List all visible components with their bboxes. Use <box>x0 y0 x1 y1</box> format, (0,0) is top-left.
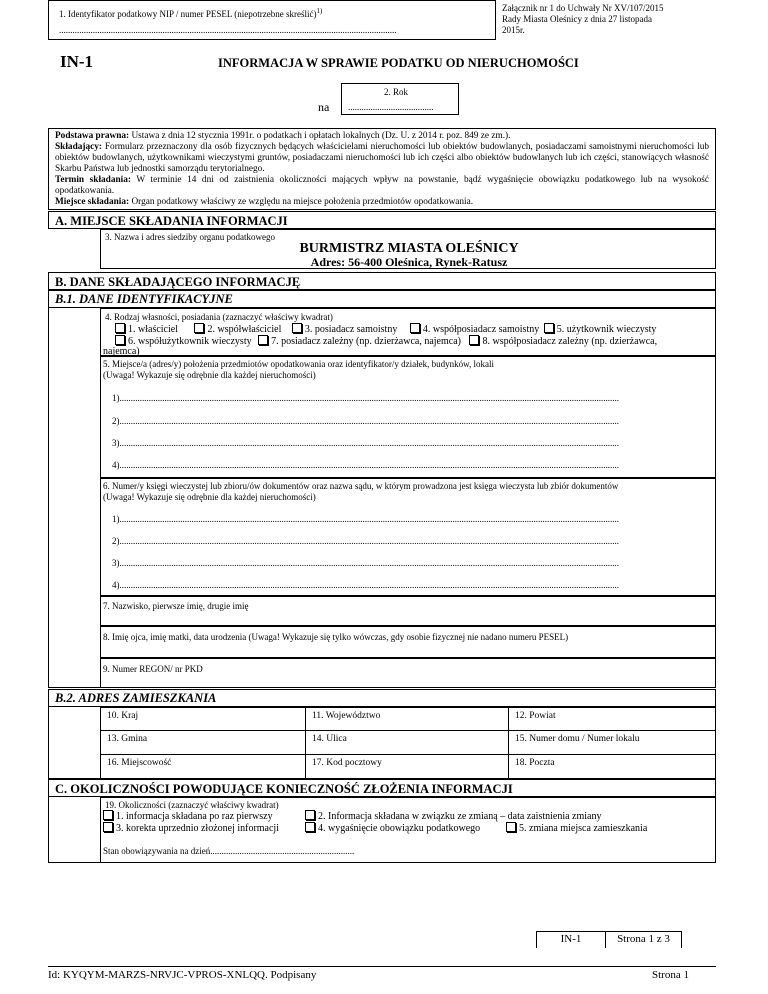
year-label: 2. Rok <box>384 87 409 97</box>
field-15-house-number[interactable]: 15. Numer domu / Numer lokalu <box>508 730 716 755</box>
checkbox-icon[interactable] <box>194 323 204 333</box>
section-c-heading: C. OKOLICZNOŚCI POWODUJĄCE KONIECZNOŚĆ ZŁOŻENIA INFORMACJI <box>48 779 716 797</box>
ownership-option-5[interactable]: 5. użytkownik wieczysty <box>544 324 657 335</box>
field-6-line-4[interactable]: 4).............................................................................................................................................................................................................................. <box>112 580 619 590</box>
checkbox-icon[interactable] <box>506 822 516 832</box>
field-19-label: 19. Okoliczności (zaznaczyć właściwy kwadrat) <box>105 800 279 810</box>
field-18-post-office[interactable]: 18. Poczta <box>508 754 716 779</box>
field-7[interactable] <box>100 596 716 626</box>
checkbox-icon[interactable] <box>305 810 315 820</box>
field-4 <box>100 308 716 356</box>
field-5-note: (Uwaga! Wykazuje się odrębnie dla każdej nieruchomości) <box>103 370 316 380</box>
field-5-line-1[interactable]: 1).............................................................................................................................................................................................................................. <box>112 393 619 403</box>
field-6-line-1[interactable]: 1).............................................................................................................................................................................................................................. <box>112 514 619 524</box>
field-8[interactable] <box>100 626 716 658</box>
field-4-label: 4. Rodzaj własności, posiadania (zaznaczyć właściwy kwadrat) <box>105 312 333 322</box>
field-3-label: 3. Nazwa i adres siedziby organu podatkowego <box>105 232 276 242</box>
checkbox-icon[interactable] <box>258 335 268 345</box>
ownership-wrap-text: najemca) <box>103 346 140 357</box>
ownership-option-2[interactable]: 2. współwłaściciel <box>194 324 281 335</box>
nip-pesel-dots: ...................................................................................................................................................... <box>59 25 397 35</box>
checkbox-icon[interactable] <box>103 810 113 820</box>
field-6-label: 6. Numer/y księgi wieczystej lub zbioru/ów dokumentów oraz nazwa sądu, w którym prowadzona jest księga wieczysta lub zbiór dokumentów <box>103 481 619 491</box>
year-dots: ...................................... <box>348 102 434 112</box>
field-5-line-3[interactable]: 3).............................................................................................................................................................................................................................. <box>112 438 619 448</box>
nip-pesel-label: 1. Identyfikator podatkowy NIP / numer PESEL (niepotrzebne skreślić)$^{1)}$ <box>59 7 323 19</box>
footer-form-code: IN-1 <box>536 931 606 948</box>
ownership-option-7[interactable]: 7. posiadacz zależny (np. dzierżawca, najemca) <box>258 336 461 347</box>
field-12-district[interactable]: 12. Powiat <box>508 707 716 731</box>
circumstance-option-2[interactable]: 2. Informacja składana w związku ze zmianą – data zaistnienia zmiany <box>305 810 601 823</box>
circumstance-option-3[interactable]: 3. korekta uprzednio złożonej informacji <box>103 822 279 835</box>
year-na: na <box>318 100 330 114</box>
field-16-city[interactable]: 16. Miejscowość <box>100 754 306 779</box>
circumstance-option-4[interactable]: 4. wygaśnięcie obowiązku podatkowego <box>305 822 480 835</box>
field-13-municipality[interactable]: 13. Gmina <box>100 730 306 755</box>
form-code: IN-1 <box>60 52 94 71</box>
field-14-street[interactable]: 14. Ulica <box>305 730 509 755</box>
field-7-label: 7. Nazwisko, pierwsze imię, drugie imię <box>103 601 249 611</box>
year-field[interactable] <box>341 83 459 115</box>
field-6-line-2[interactable]: 2).............................................................................................................................................................................................................................. <box>112 536 619 546</box>
section-a-heading: A. MIEJSCE SKŁADANIA INFORMACJI <box>48 211 716 229</box>
circumstance-option-5[interactable]: 5. zmiana miejsca zamieszkania <box>506 822 647 835</box>
field-10-country[interactable]: 10. Kraj <box>100 707 306 731</box>
section-b-heading: B. DANE SKŁADAJĄCEGO INFORMACJĘ <box>48 272 716 290</box>
nip-pesel-field[interactable] <box>48 0 496 40</box>
ownership-option-6[interactable]: 6. współużytkownik wieczysty <box>115 336 252 347</box>
field-17-postal-code[interactable]: 17. Kod pocztowy <box>305 754 509 779</box>
checkbox-icon[interactable] <box>292 323 302 333</box>
field-11-voivodeship[interactable]: 11. Województwo <box>305 707 509 731</box>
annex-note: Załącznik nr 1 do Uchwały Nr XV/107/2015 Rady Miasta Oleśnicy z dnia 27 listopada 2015r. <box>502 3 664 35</box>
page-title: INFORMACJA W SPRAWIE PODATKU OD NIERUCHOMOŚCI <box>218 56 579 70</box>
checkbox-icon[interactable] <box>115 335 125 345</box>
section-b1-heading: B.1. DANE IDENTYFIKACYJNE <box>48 290 716 308</box>
checkbox-icon[interactable] <box>305 822 315 832</box>
status-date-field[interactable]: Stan obowiązywania na dzień................................................................ <box>103 846 355 856</box>
footer-page-of: Strona 1 z 3 <box>605 931 682 948</box>
field-9[interactable] <box>100 658 716 688</box>
field-6-line-3[interactable]: 3).............................................................................................................................................................................................................................. <box>112 558 619 568</box>
field-5-label: 5. Miejsce/a (adres/y) położenia przedmiotów opodatkowania oraz identyfikator/y działek, budynków, lokali <box>103 359 495 369</box>
ownership-option-8[interactable]: 8. współposiadacz zależny (np. dzierżawca, <box>469 336 657 347</box>
tax-authority: BURMISTRZ MIASTA OLEŚNICY <box>299 241 519 256</box>
footer-rule <box>48 966 716 967</box>
checkbox-icon[interactable] <box>544 323 554 333</box>
checkbox-icon[interactable] <box>469 335 479 345</box>
field-19 <box>100 797 716 863</box>
section-b2-heading: B.2. ADRES ZAMIESZKANIA <box>48 689 716 707</box>
authority-address: Adres: 56-400 Oleśnica, Rynek-Ratusz <box>310 255 508 269</box>
field-5-line-4[interactable]: 4).............................................................................................................................................................................................................................. <box>112 460 619 470</box>
checkbox-icon[interactable] <box>103 822 113 832</box>
field-3 <box>100 229 716 269</box>
legal-info: Podstawa prawna: Ustawa z dnia 12 stycznia 1991r. o podatkach i opłatach lokalnych (Dz. U. z 2014 r. poz. 849 ze zm.). Składający: Formularz przeznaczony dla osób fizycznych będących właścicielami nieruchomości lub obiektów budowlanych, posiadaczami samoistnymi nieruchomości lub obiektów budowlanych, użytkownikami wieczystymi gruntów, posiadaczami nieruchomości lub ich części albo obiektów budowlanych lub ich części, stanowiących własność Skarbu Państwa lub jednostki samorządu terytorialnego. Termin składania: W terminie 14 dni od zaistnienia okoliczności mających wpływ na powstanie, bądź wygaśnięcie obowiązku podatkowego lub na wysokość opodatkowania. Miejsce składania: Organ podatkowy właściwy ze względu na miejsce położenia przedmiotów opodatkowania. <box>48 128 716 210</box>
ownership-option-1[interactable]: 1. właściciel <box>115 324 178 335</box>
page-number: Strona 1 <box>652 969 689 981</box>
field-9-label: 9. Numer REGON/ nr PKD <box>103 664 203 674</box>
checkbox-icon[interactable] <box>410 323 420 333</box>
field-5-line-2[interactable]: 2).............................................................................................................................................................................................................................. <box>112 416 619 426</box>
ownership-option-3[interactable]: 3. posiadacz samoistny <box>292 324 397 335</box>
field-8-label: 8. Imię ojca, imię matki, data urodzenia (Uwaga! Wykazuje się tylko wówczas, gdy osobie fizycznej nie nadano numeru PESEL) <box>103 632 569 642</box>
field-6-note: (Uwaga! Wykazuje się odrębnie dla każdej nieruchomości) <box>103 492 316 502</box>
ownership-option-4[interactable]: 4. współposiadacz samoistny <box>410 324 539 335</box>
circumstance-option-1[interactable]: 1. informacja składana po raz pierwszy <box>103 810 273 823</box>
checkbox-icon[interactable] <box>115 323 125 333</box>
document-id: Id: KYQYM-MARZS-NRVJC-VPROS-XNLQQ. Podpisany <box>48 969 317 981</box>
